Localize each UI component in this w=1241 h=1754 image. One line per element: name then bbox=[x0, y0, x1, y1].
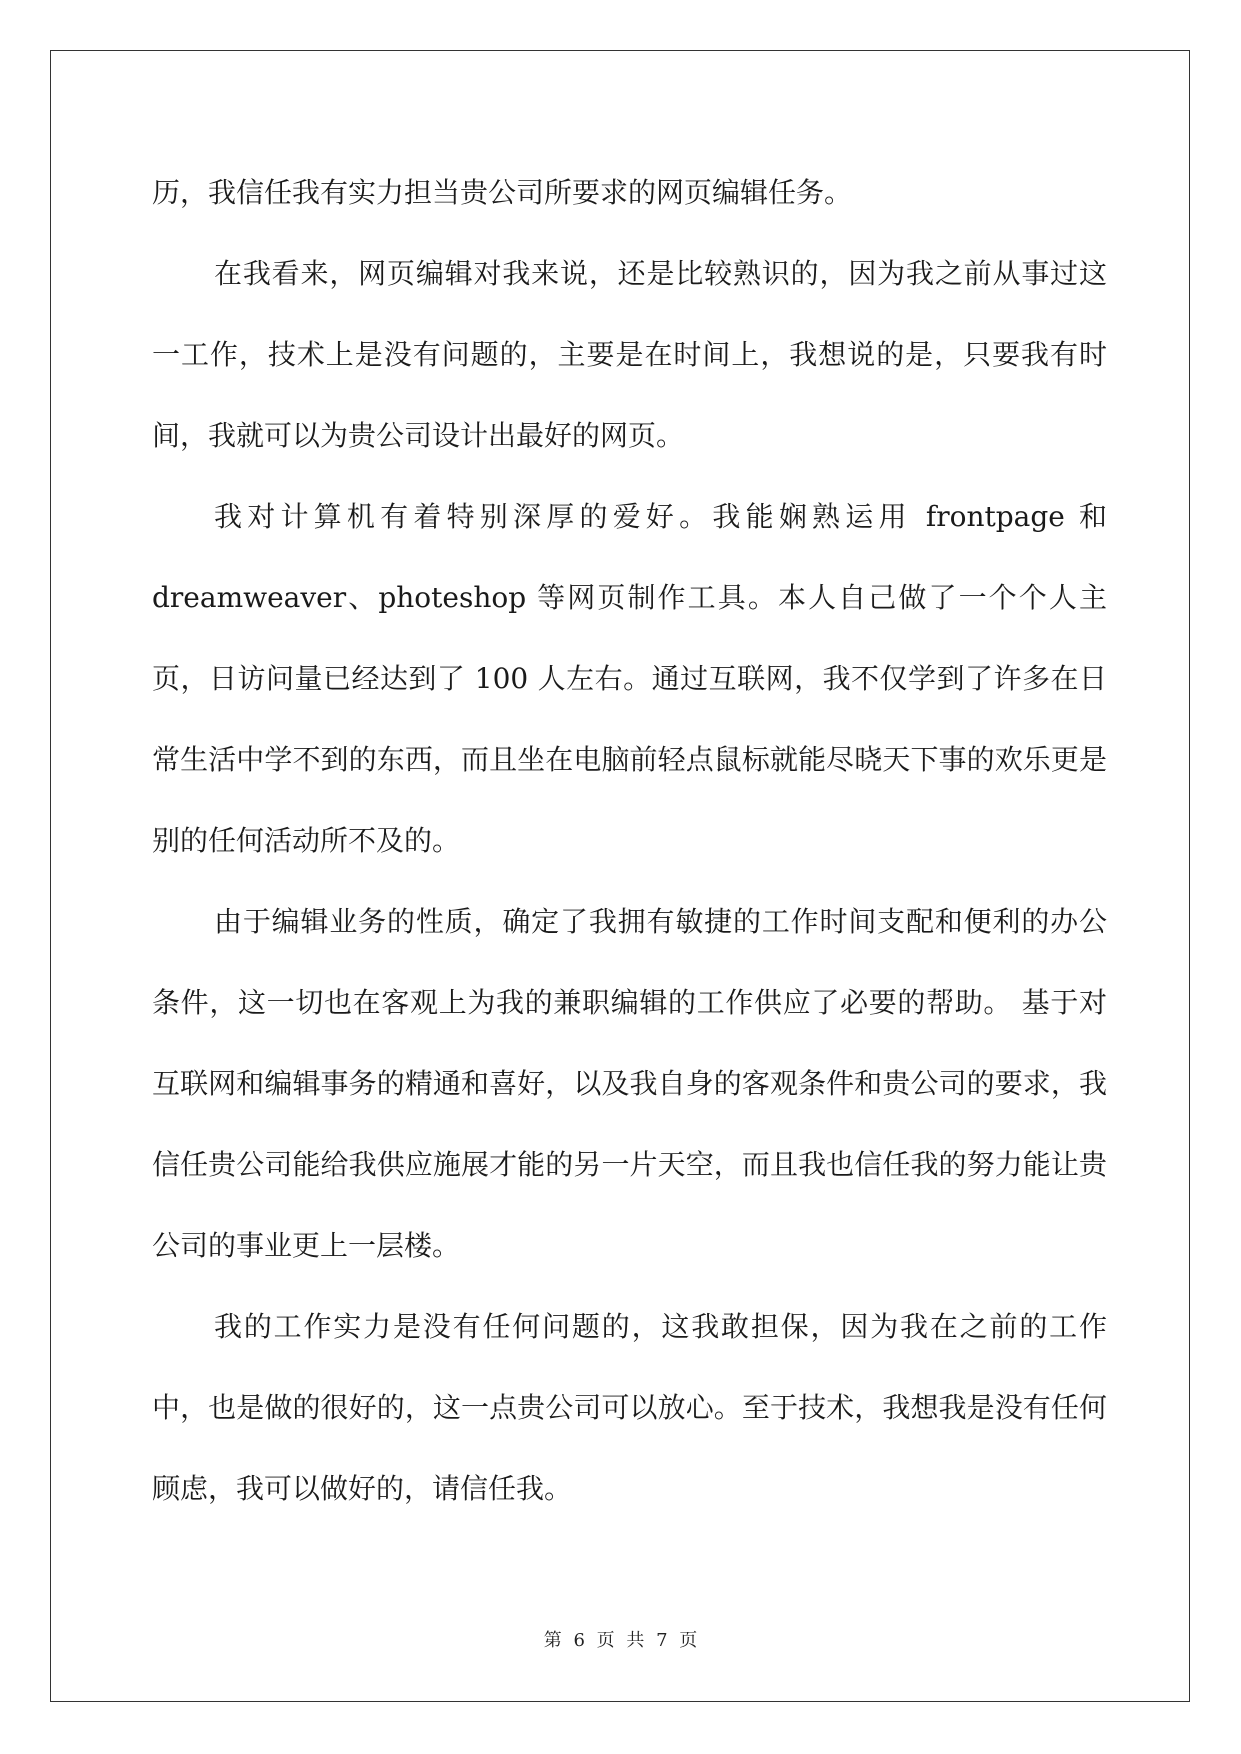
paragraph-3: 我对计算机有着特别深厚的爱好。我能娴熟运用 frontpage 和 dreamweaver、photeshop 等网页制作工具。本人自己做了一个个人主页，日访问量已经达到了 100 人左右。通过互联网，我不仅学到了许多在日常生活中学不到的东西，而且坐在电脑前轻点鼠标就能尽晓天下事的欢乐更是别的任何活动所不及的。 bbox=[152, 500, 1107, 857]
paragraph-1: 历，我信任我有实力担当贵公司所要求的网页编辑任务。 bbox=[152, 176, 853, 209]
paragraph-5: 我的工作实力是没有任何问题的，这我敢担保，因为我在之前的工作中，也是做的很好的，这一点贵公司可以放心。至于技术，我想我是没有任何顾虑，我可以做好的，请信任我。 bbox=[152, 1310, 1107, 1505]
paragraph-2: 在我看来，网页编辑对我来说，还是比较熟识的，因为我之前从事过这一工作，技术上是没有问题的，主要是在时间上，我想说的是，只要我有时间，我就可以为贵公司设计出最好的网页。 bbox=[152, 257, 1107, 452]
document-body bbox=[152, 152, 1107, 1529]
page-number-footer: 第 6 页 共 7 页 bbox=[543, 1630, 698, 1651]
paragraph-4: 由于编辑业务的性质，确定了我拥有敏捷的工作时间支配和便利的办公条件，这一切也在客观上为我的兼职编辑的工作供应了必要的帮助。 基于对互联网和编辑事务的精通和喜好，以及我自身的客观条件和贵公司的要求，我信任贵公司能给我供应施展才能的另一片天空，而且我也信任我的努力能让贵公司的事业更上一层楼。 bbox=[152, 905, 1107, 1262]
